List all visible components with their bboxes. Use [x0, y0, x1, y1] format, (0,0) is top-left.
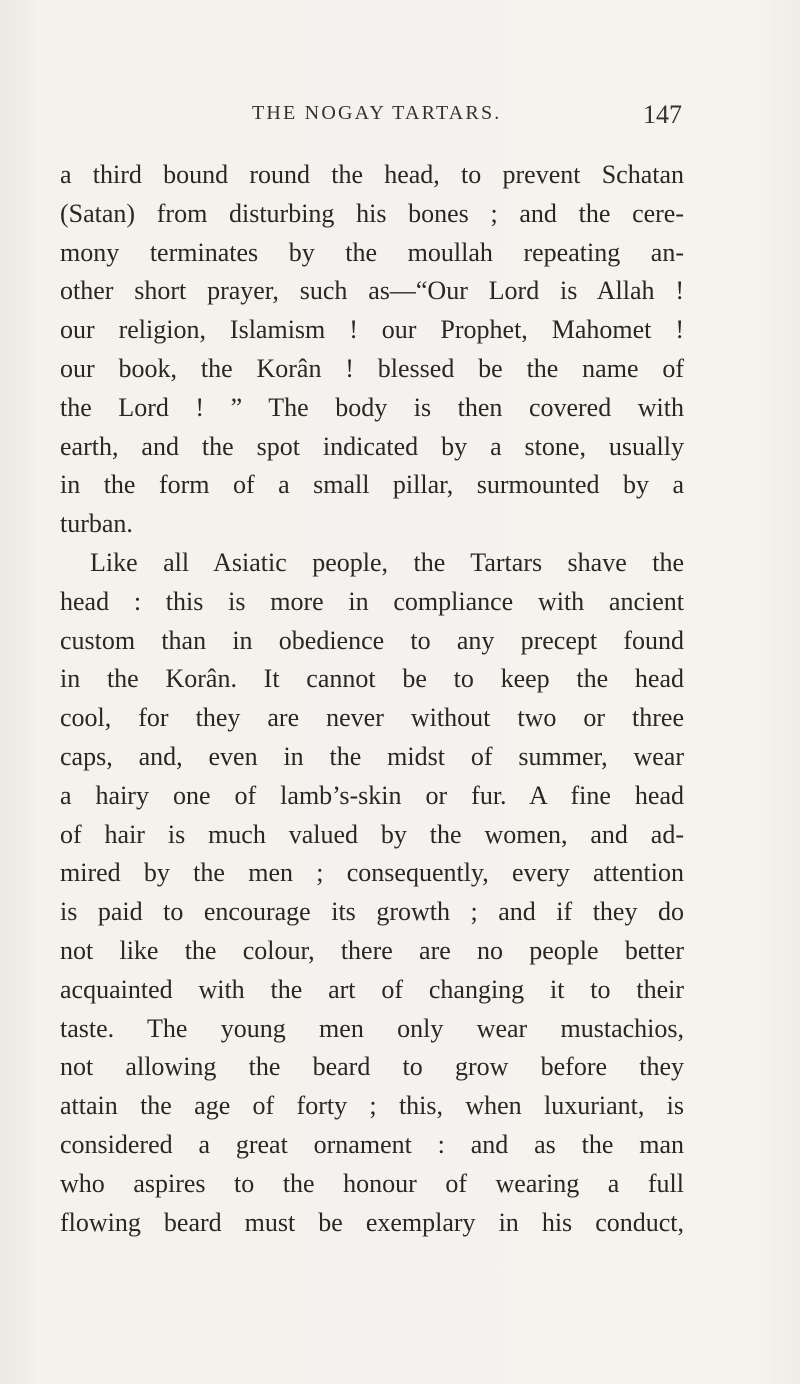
body-text — [60, 156, 684, 1242]
text-line: cool, for they are never without two or three — [60, 703, 684, 733]
text-line-paragraph-end: turban. — [60, 509, 133, 539]
text-line: the Lord ! ” The body is then covered with — [60, 392, 684, 422]
text-line: mired by the men ; consequently, every attention — [60, 858, 684, 888]
running-title: THE NOGAY TARTARS. — [252, 102, 502, 124]
text-line: not allowing the beard to grow before they — [60, 1052, 684, 1082]
text-line: not like the colour, there are no people better — [60, 935, 684, 965]
page-number: 147 — [643, 100, 682, 129]
text-line: flowing beard must be exemplary in his conduct, — [60, 1207, 684, 1237]
text-line: is paid to encourage its growth ; and if they do — [60, 897, 684, 927]
text-line: custom than in obedience to any precept found — [60, 625, 684, 655]
text-line: caps, and, even in the midst of summer, wear — [60, 741, 684, 771]
text-line: taste. The young men only wear mustachios, — [60, 1013, 684, 1043]
text-line: our religion, Islamism ! our Prophet, Mahomet ! — [60, 315, 684, 345]
text-line: (Satan) from disturbing his bones ; and the cere- — [60, 198, 684, 228]
text-line: attain the age of forty ; this, when luxuriant, is — [60, 1091, 684, 1121]
text-line: in the Korân. It cannot be to keep the head — [60, 664, 684, 694]
text-line: of hair is much valued by the women, and ad- — [60, 819, 684, 849]
text-line: a third bound round the head, to prevent Schatan — [60, 160, 684, 189]
text-line: who aspires to the honour of wearing a full — [60, 1168, 684, 1198]
text-line: our book, the Korân ! blessed be the name of — [60, 353, 684, 383]
text-line: a hairy one of lamb’s-skin or fur. A fine head — [60, 780, 684, 810]
text-line: acquainted with the art of changing it to their — [60, 974, 684, 1004]
text-line: earth, and the spot indicated by a stone, usually — [60, 431, 684, 461]
text-line: other short prayer, such as—“Our Lord is Allah ! — [60, 276, 684, 306]
text-line-paragraph-start: Like all Asiatic people, the Tartars shave the — [90, 547, 684, 577]
text-line: in the form of a small pillar, surmounted by a — [60, 470, 684, 500]
text-line: mony terminates by the moullah repeating an- — [60, 237, 684, 267]
text-line: considered a great ornament : and as the man — [60, 1129, 684, 1159]
text-line: head : this is more in compliance with ancient — [60, 586, 684, 616]
page-header — [252, 100, 682, 140]
